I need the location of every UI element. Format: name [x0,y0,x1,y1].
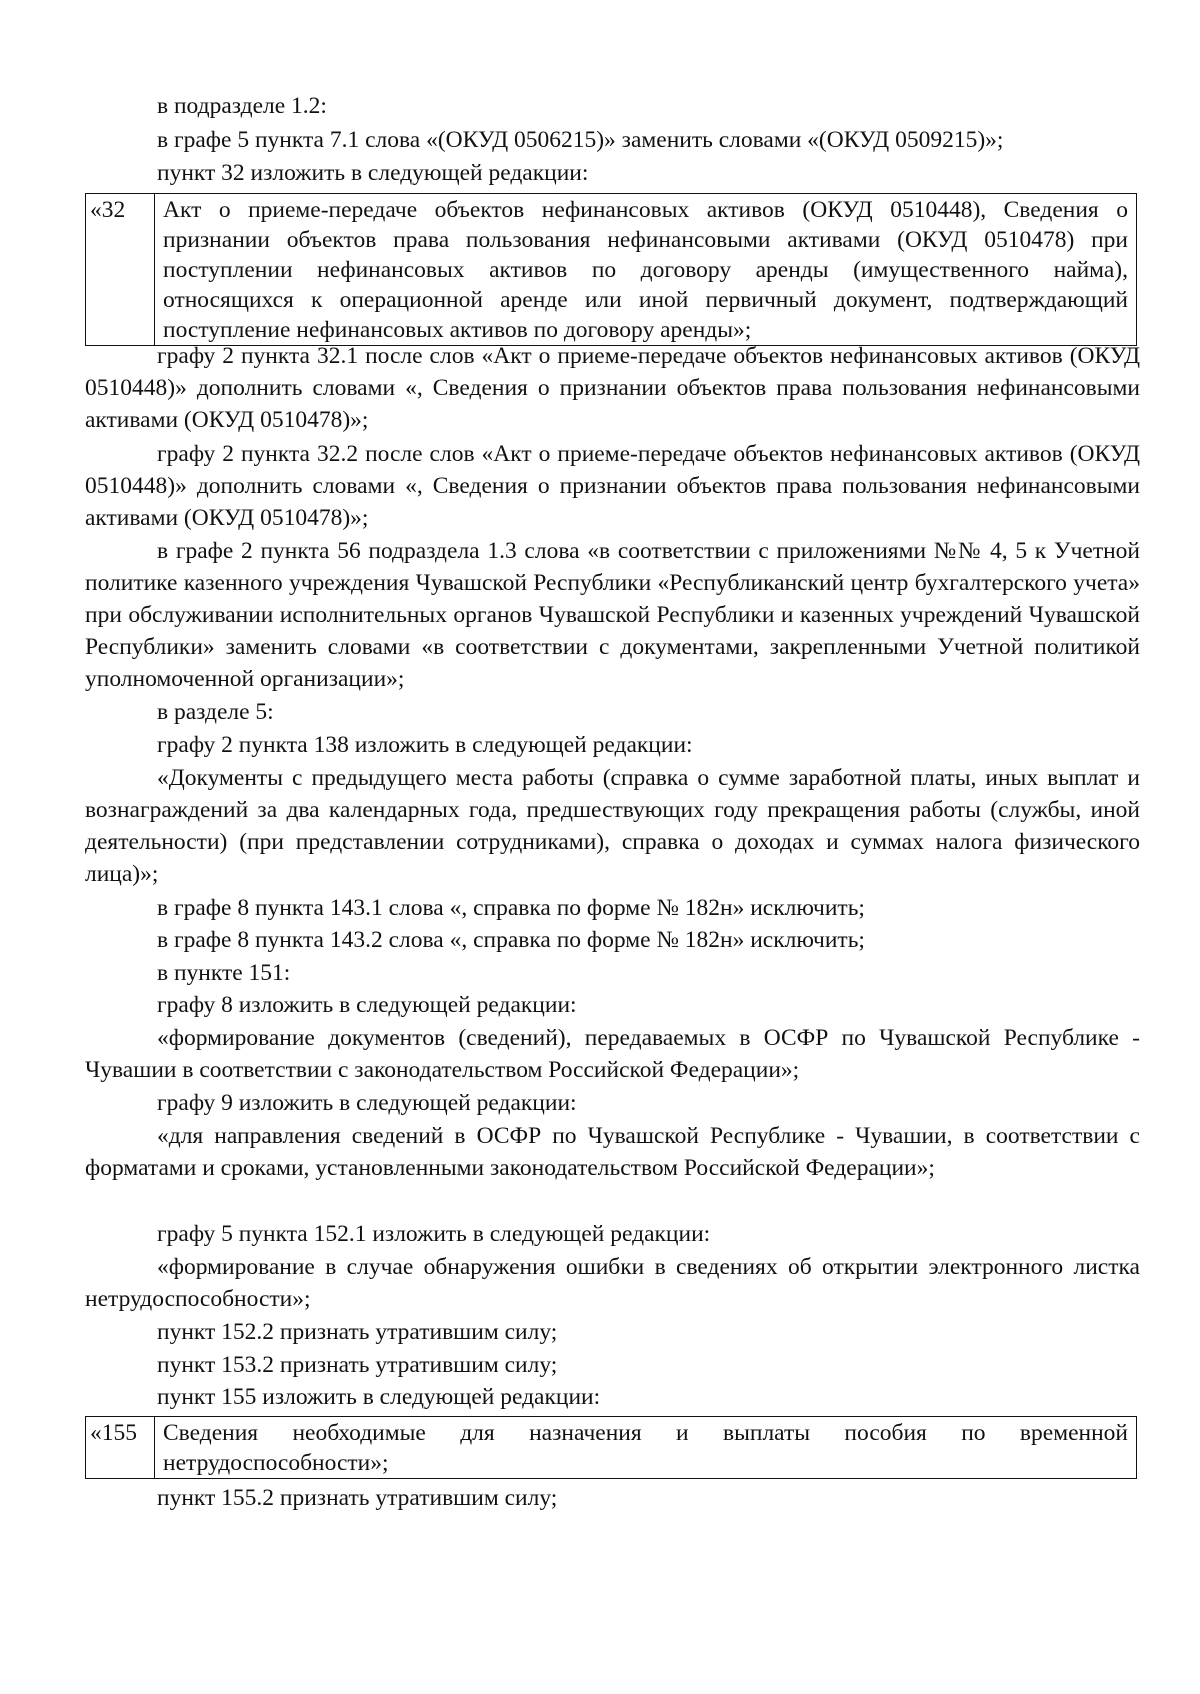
paragraph-column-9: графу 9 изложить в следующей редакции: [157,1090,577,1116]
paragraph-143-2: в графе 8 пункта 143.2 слова «, справка по форме № 182н» исключить; [157,927,865,953]
paragraph-152-1-text: «формирование в случае обнаружения ошибки в сведениях об открытии электронного листка нетрудоспособности»; [85,1254,1140,1312]
paragraph-56: в графе 2 пункта 56 подраздела 1.3 слова «в соответствии с приложениями №№ 4, 5 к Учетной политике казенного учреждения Чувашской Республики «Республиканский центр бухгалтерского учета» при обслуживании исполнительных органов Чувашской Республики и казенных учреждений Чувашской Республики» заменить словами «в соответствии с документами, закрепленными Учетной политикой уполномоченной организации»; [85,538,1140,692]
paragraph-138: графу 2 пункта 138 изложить в следующей редакции: [157,732,693,758]
paragraph-155-2: пункт 155.2 признать утратившим силу; [157,1485,558,1511]
table-row [86,1417,1137,1479]
item-32-number: «32 [86,194,155,346]
intro-okud-replace-line: в графе 5 пункта 7.1 слова «(ОКУД 0506215)» заменить словами «(ОКУД 0509215)»; [157,127,1004,153]
paragraph-153-2: пункт 153.2 признать утратившим силу; [157,1352,558,1378]
table-row [86,194,1137,346]
paragraph-32-2: графу 2 пункта 32.2 после слов «Акт о приеме-передаче объектов нефинансовых активов (ОКУД 0510448)» дополнить словами «, Сведения о признании объектов права пользования нефинансовыми активами (ОКУД 0510478)»; [85,441,1140,531]
paragraph-138-text: «Документы с предыдущего места работы (справка о сумме заработной платы, иных выплат и вознаграждений за два календарных года, предшествующих году прекращения работы (службы, иной деятельности) (при представлении сотрудниками), справка о доходах и суммах налога физического лица)»; [85,765,1140,887]
paragraph-152-1: графу 5 пункта 152.1 изложить в следующей редакции: [157,1221,711,1247]
item-32-table [85,193,1137,346]
paragraph-151: в пункте 151: [157,960,291,986]
item-32-text: Акт о приеме-передаче объектов нефинансовых активов (ОКУД 0510448), Сведения о признании объектов права пользования нефинансовыми активами (ОКУД 0510478) при поступлении нефинансовых активов по договору аренды (имущественного найма), относящихся к операционной аренде или иной первичный документ, подтверждающий поступление нефинансовых активов по договору аренды»; [155,194,1137,346]
paragraph-155: пункт 155 изложить в следующей редакции: [157,1384,601,1410]
paragraph-column-8: графу 8 изложить в следующей редакции: [157,992,577,1018]
item-155-text: Сведения необходимые для назначения и выплаты пособия по временной нетрудоспособности»; [155,1417,1137,1479]
section-5-heading: в разделе 5: [157,699,274,725]
paragraph-32-1: графу 2 пункта 32.1 после слов «Акт о приеме-передаче объектов нефинансовых активов (ОКУД 0510448)» дополнить словами «, Сведения о признании объектов права пользования нефинансовыми активами (ОКУД 0510478)»; [85,343,1140,433]
intro-subsection-line: в подразделе 1.2: [157,93,327,119]
item-155-table [85,1416,1137,1479]
paragraph-143-1: в графе 8 пункта 143.1 слова «, справка по форме № 182н» исключить; [157,895,865,921]
paragraph-152-2: пункт 152.2 признать утратившим силу; [157,1319,558,1345]
paragraph-column-8-text: «формирование документов (сведений), передаваемых в ОСФР по Чувашской Республике - Чувашии в соответствии с законодательством Российской Федерации»; [85,1025,1140,1083]
intro-item32-line: пункт 32 изложить в следующей редакции: [157,160,589,186]
item-155-number: «155 [86,1417,155,1479]
paragraph-column-9-text: «для направления сведений в ОСФР по Чувашской Республике - Чувашии, в соответствии с форматами и сроками, установленными законодательством Российской Федерации»; [85,1123,1140,1181]
